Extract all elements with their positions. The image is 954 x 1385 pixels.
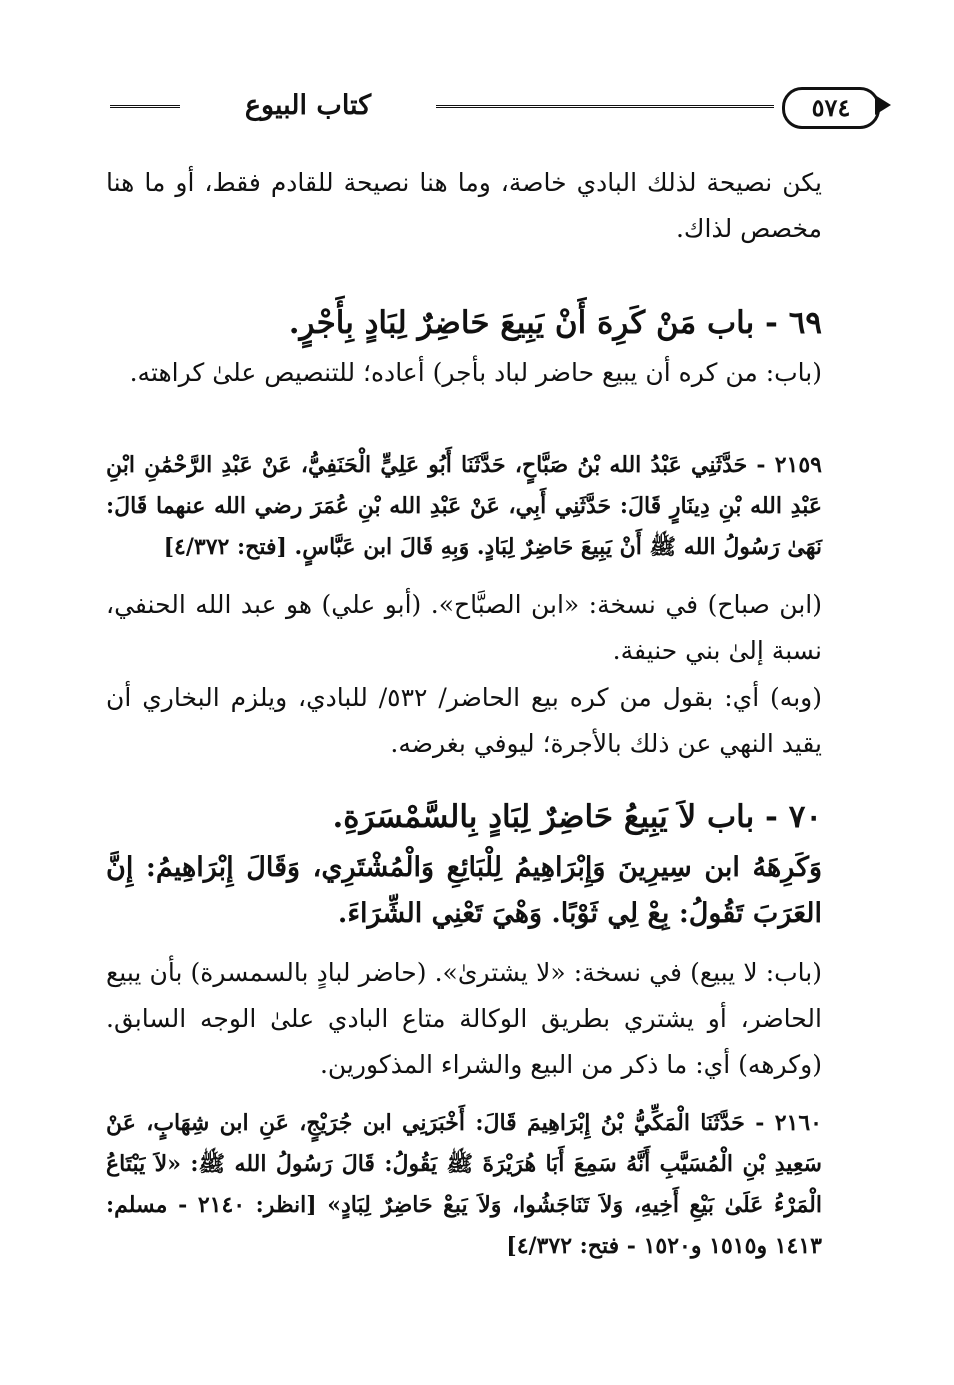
header-rule-left: [110, 105, 180, 108]
running-header: [100, 84, 851, 130]
book-title: كتاب البيوع: [244, 90, 372, 121]
hadith-2160: ٢١٦٠ - حَدَّثَنَا الْمَكِّيُّ بْنُ إِبْرَاهِيمَ قَالَ: أَخْبَرَنِي ابن جُرَيْجٍ، عَنِ ابن شِهَابٍ، عَنْ سَعِيدِ بْنِ الْمُسَيَّبِ أَنَّهُ سَمِعَ أَبَا هُرَيْرَةَ ﷺ يَقُولُ: قَالَ رَسُولُ الله ﷺ: «لاَ يَبْتَاعُ الْمَرْءُ عَلَىٰ بَيْعِ أَخِيهِ، وَلاَ تَنَاجَشُوا، وَلاَ يَبعْ حَاضِرٌ لِبَادٍ» [انظر: ٢١٤٠ - مسلم: ١٤١٣ و١٥١٥ و١٥٢٠ - فتح: ٤/٣٧٢]: [106, 1110, 823, 1259]
chapter-heading-70: ٧٠ - باب لاَ يَبِيعُ حَاضِرٌ لِبَادٍ بِالسَّمْسَرَةِ.: [332, 799, 822, 835]
header-rule-right: [436, 105, 774, 108]
chapter-heading-69: ٦٩ - باب مَنْ كَرِهَ أَنْ يَبِيعَ حَاضِرٌ لِبَادٍ بِأَجْرٍ.: [288, 305, 822, 341]
page-number: ٥٧٤: [782, 87, 880, 129]
commentary-paragraph: (باب: لا يبيع) في نسخة: «لا يشترىٰ». (حاضر لبادٍ بالسمسرة) بأن يبيع الحاضر، أو يشتري بطريق الوكالة متاع البادي علىٰ الوجه السابق. (وكرهه) أي: ما ذكر من البيع والشراء المذكورين.: [106, 958, 822, 1079]
commentary-paragraph: (وبه) أي: بقول من كره بيع الحاضر/ ٥٣٢/ للبادي، ويلزم البخاري أن يقيد النهي عن ذلك بالأجرة؛ ليوفي بغرضه.: [106, 683, 822, 758]
hadith-2159: ٢١٥٩ - حَدَّثَنِي عَبْدُ الله بْنُ صَبَّاحٍ، حَدَّثَنَا أَبُو عَلِيٍّ الْحَنَفِيُّ، عَنْ عَبْدِ الرَّحْمَٰنِ ابْنِ عَبْدِ الله بْنِ دِينَارٍ قَالَ: حَدَّثَنِي أَبِي، عَنْ عَبْدِ الله بْنِ عُمَرَ رضي الله عنهما قَالَ: نَهَىٰ رَسُولُ الله ﷺ أَنْ يَبِيعَ حَاضِرٌ لِبَادٍ. وَبِهِ قَالَ ابن عَبَّاسٍ. [فتح: ٤/٣٧٢]: [106, 452, 822, 560]
chapter-quote: وَكَرِهَهُ ابن سِيرِينَ وَإِبْرَاهِيمُ لِلْبَائِعِ وَالْمُشْتَرِي، وَقَالَ إِبْرَاهِيمُ: إِنَّ العَرَبَ تَقُولُ: بِعْ لِي ثَوْبًا. وَهْيَ تَعْنِي الشِّرَاءَ.: [106, 852, 822, 929]
commentary-paragraph: (باب: من كره أن يبيع حاضر لباد بأجر) أعاده؛ للتنصيص علىٰ كراهته.: [129, 358, 822, 387]
commentary-paragraph: (ابن صباح) في نسخة: «ابن الصبَّاح». (أبو علي) هو عبد الله الحنفي، نسبة إلىٰ بني حنيفة.: [106, 590, 822, 665]
paragraph-continuation: يكن نصيحة لذلك البادي خاصة، وما هنا نصيحة للقادم فقط، أو ما هنا مخصص لذاك.: [106, 168, 822, 243]
page-badge-arrow: [875, 95, 891, 115]
